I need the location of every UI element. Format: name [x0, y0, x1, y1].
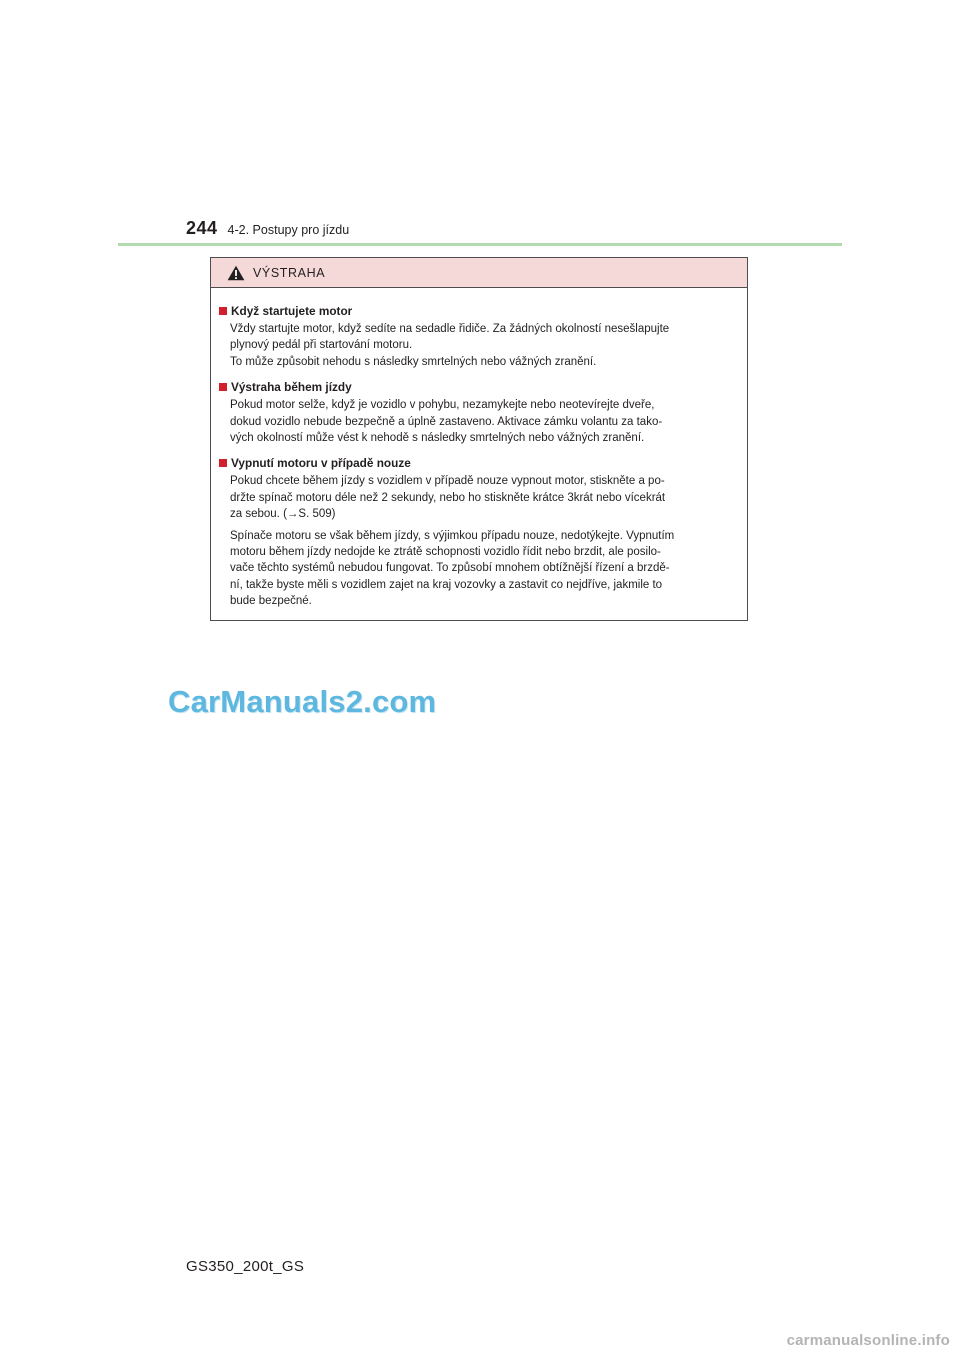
warning-triangle-icon	[227, 265, 245, 281]
item-heading-text: Výstraha během jízdy	[231, 380, 352, 395]
text-line: plynový pedál při startování motoru.	[230, 339, 413, 352]
square-bullet-icon	[219, 383, 227, 391]
warning-item	[219, 455, 737, 609]
page-number: 244	[186, 218, 218, 238]
text-line: motoru během jízdy nedojde ke ztrátě schopnosti vozidlo řídit nebo brzdit, ale posilo-	[230, 546, 661, 559]
watermark-logo: CarManuals2.com	[168, 684, 437, 719]
text-line: Vždy startujte motor, když sedíte na sedadle řidiče. Za žádných okolností nesešlapujte	[230, 323, 670, 335]
text-line: vých okolností může vést k nehodě s následky smrtelných nebo vážných zranění.	[230, 432, 645, 445]
text-line: Pokud chcete během jízdy s vozidlem v případě nouze vypnout motor, stiskněte a po-	[230, 475, 665, 488]
text-line: bude bezpečné.	[230, 595, 312, 608]
warning-item-heading	[219, 379, 737, 395]
text-line: držte spínač motoru déle než 2 sekundy, nebo ho stiskněte krátce 3krát nebo vícekrát	[230, 491, 666, 504]
item-heading-text: Když startujete motor	[231, 304, 353, 318]
warning-item-text	[230, 321, 737, 370]
warning-item	[219, 379, 737, 446]
warning-header	[211, 258, 747, 288]
text-line: za sebou. (→S. 509)	[230, 508, 336, 521]
text-line: vače těchto systémů nebudou fungovat. To způsobí mnohem obtížnější řízení a brzdě-	[230, 562, 670, 575]
footer-model-code: GS350_200t_GS	[186, 1258, 305, 1275]
page-header	[186, 218, 349, 242]
text-line: Spínače motoru se však během jízdy, s výjimkou případu nouze, nedotýkejte. Vypnutím	[230, 529, 675, 542]
warning-item-text-continued	[230, 528, 737, 610]
warning-item-text	[230, 473, 737, 522]
warning-item-heading	[219, 303, 737, 319]
text-line: ní, takže byste měli s vozidlem zajet na kraj vozovky a zastavit co nejdříve, jakmile to	[230, 578, 663, 591]
warning-box	[210, 257, 748, 621]
square-bullet-icon	[219, 459, 227, 467]
warning-item-text	[230, 397, 737, 446]
warning-item	[219, 303, 737, 370]
text-line: dokud vozidlo nebude bezpečně a úplně zastaveno. Aktivace zámku volantu za tako-	[230, 415, 663, 428]
warning-title: VÝSTRAHA	[253, 265, 326, 280]
item-heading-text: Vypnutí motoru v případě nouze	[231, 456, 411, 471]
footer-site-watermark: carmanualsonline.info	[786, 1332, 950, 1349]
warning-item-heading	[219, 455, 737, 471]
text-line: To může způsobit nehodu s následky smrtelných nebo vážných zranění.	[230, 355, 597, 368]
square-bullet-icon	[219, 307, 227, 315]
text-line: Pokud motor selže, když je vozidlo v pohybu, nezamykejte nebo neotevírejte dveře,	[230, 399, 655, 412]
warning-body	[211, 288, 747, 610]
header-rule	[118, 243, 842, 246]
section-title: 4-2. Postupy pro jízdu	[227, 223, 350, 237]
